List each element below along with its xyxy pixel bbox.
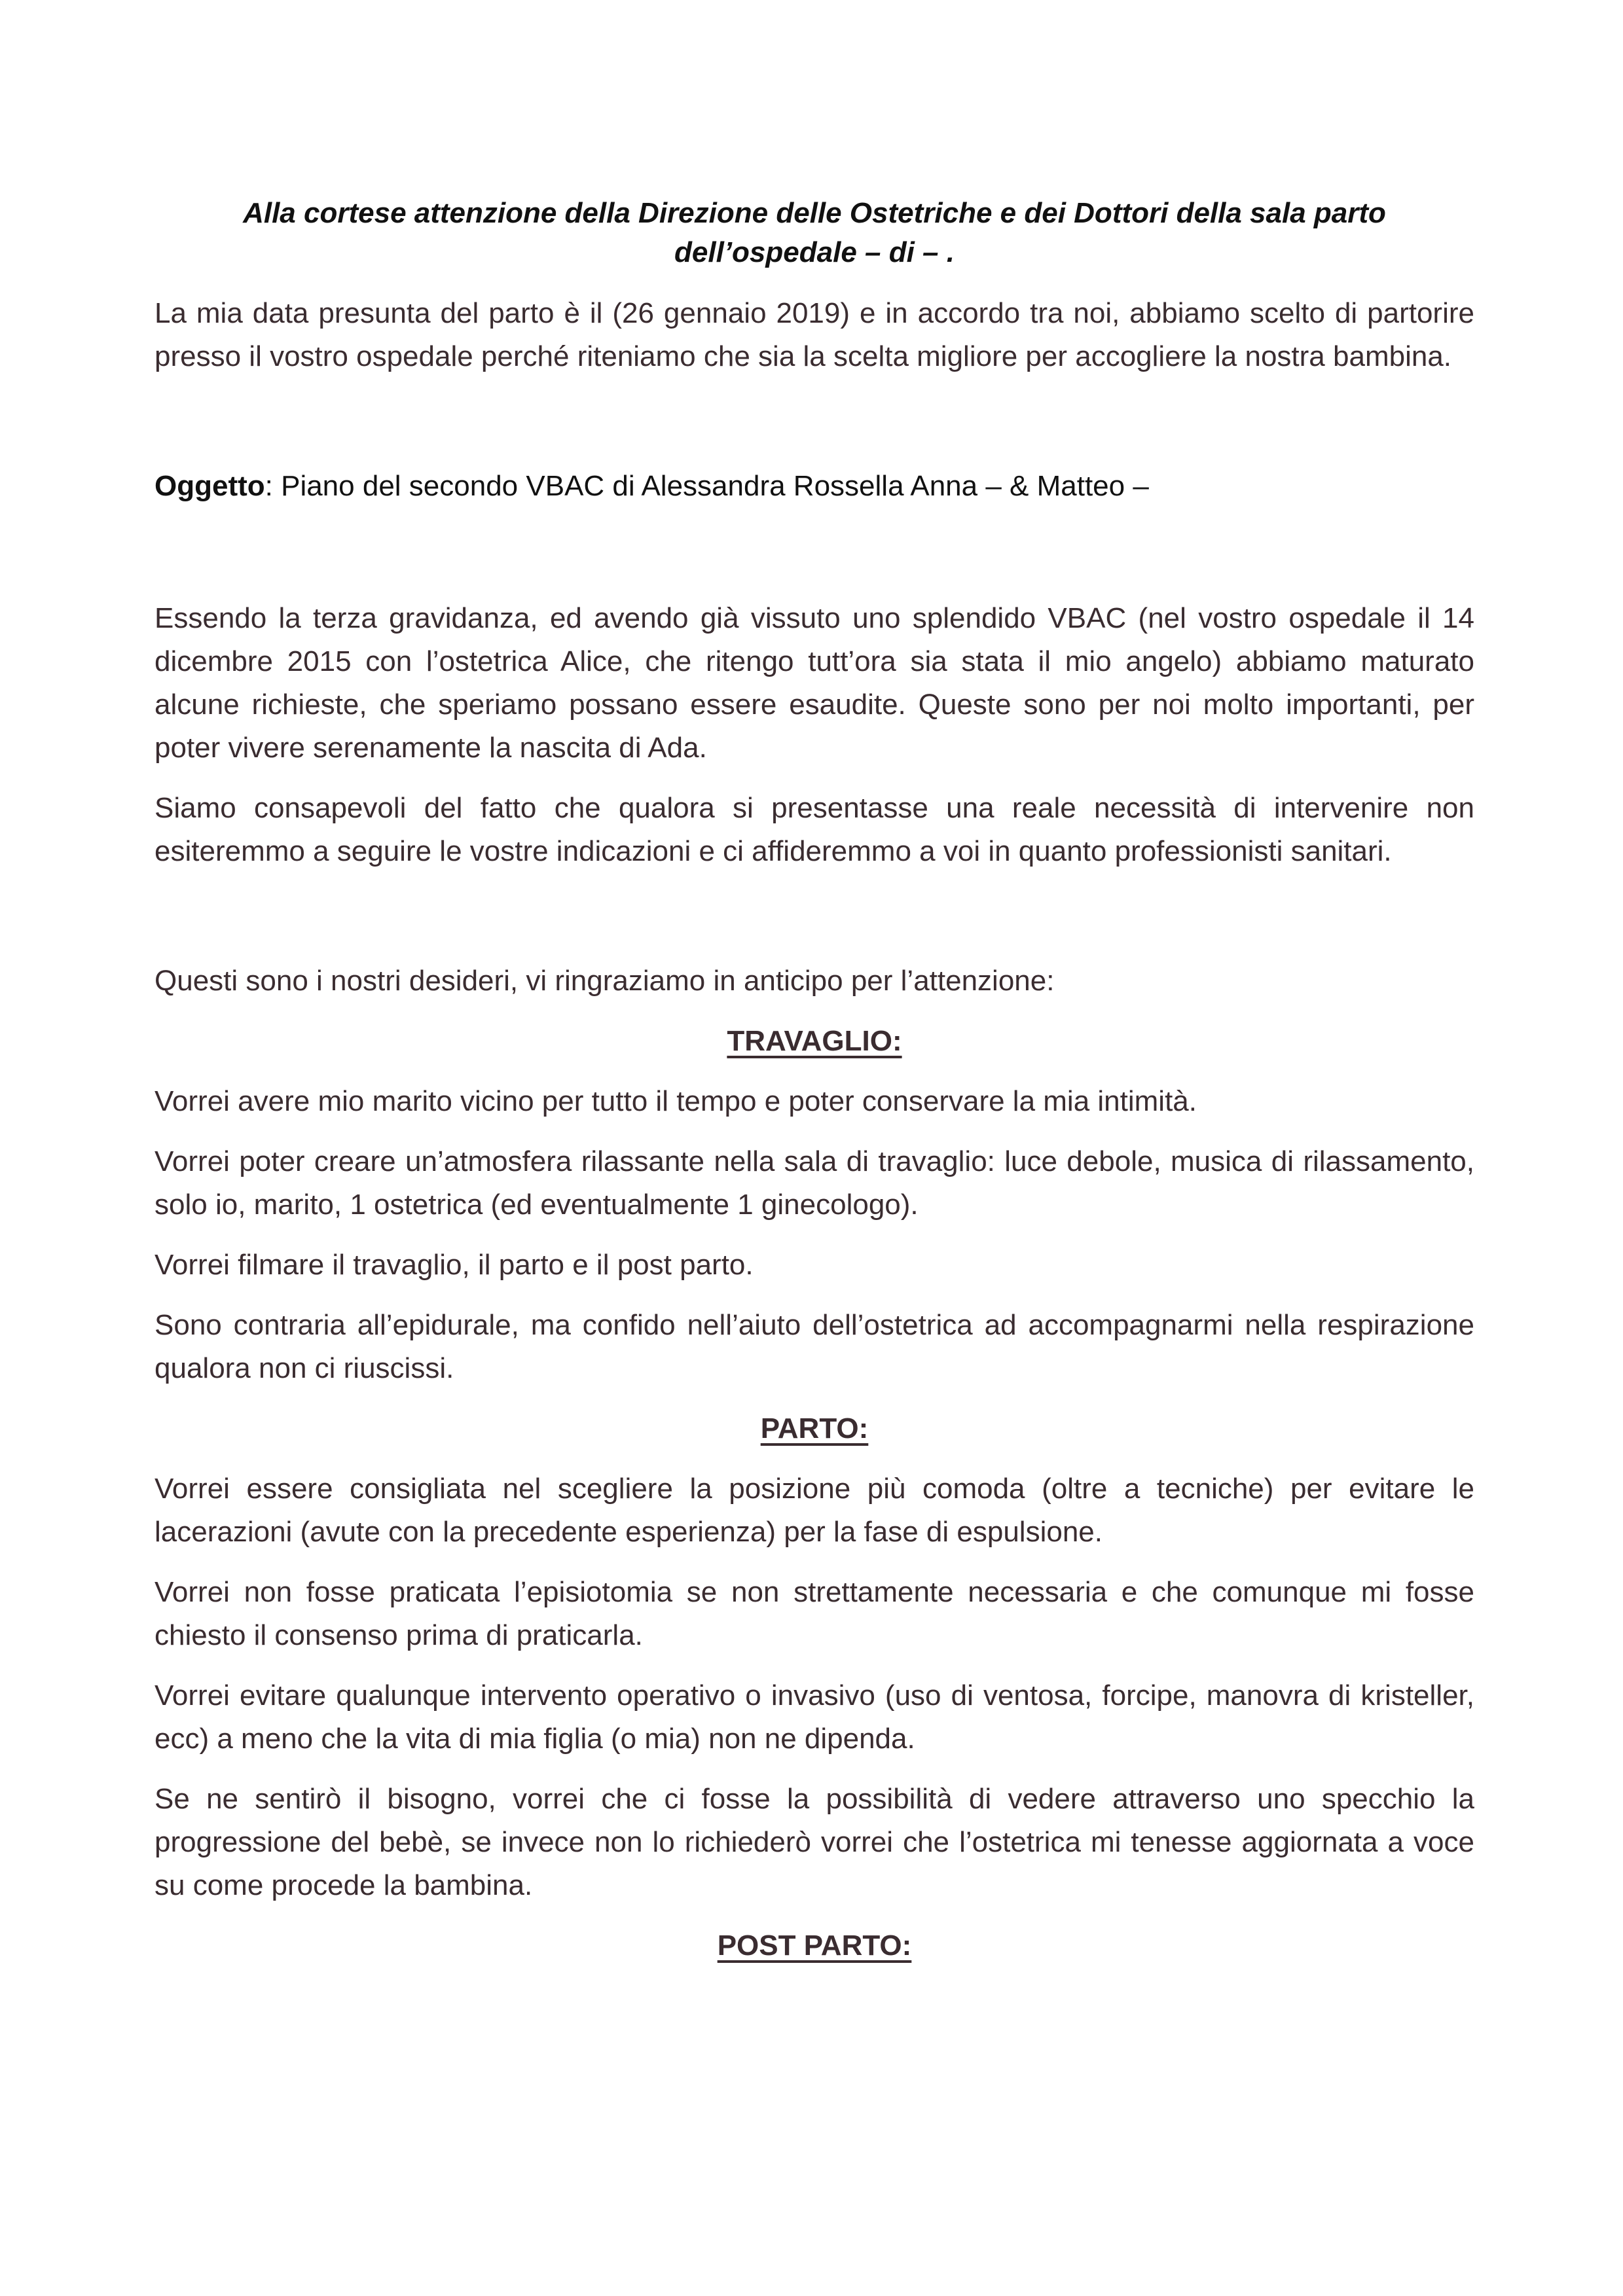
list-item: Vorrei avere mio marito vicino per tutto il tempo e poter conservare la mia intimità. — [155, 1085, 1197, 1117]
paragraph-awareness: Siamo consapevoli del fatto che qualora si presentasse una reale necessità di intervenire non esiteremmo a seguire le vostre indicazioni e ci affideremmo a voi in quanto professionisti sanitari. — [155, 792, 1474, 867]
paragraph-context: Essendo la terza gravidanza, ed avendo già vissuto uno splendido VBAC (nel vostro ospedale il 14 dicembre 2015 con l’ostetrica Alice, che ritengo tutt’ora sia stata il mio angelo) abbiamo maturato alcune richieste, che speriamo possano essere esaudite. Queste sono per noi molto importanti, per poter vivere serenamente la nascita di Ada. — [155, 602, 1474, 764]
list-item: Vorrei poter creare un’atmosfera rilassante nella sala di travaglio: luce debole, musica di rilassamento, solo io, marito, 1 ostetrica (ed eventualmente 1 ginecologo). — [155, 1145, 1474, 1221]
salutation — [155, 194, 1474, 272]
subject-text: : Piano del secondo VBAC di Alessandra Rossella Anna – & Matteo – — [264, 470, 1149, 502]
section-heading-parto: PARTO: — [760, 1412, 869, 1444]
list-item: Sono contraria all’epidurale, ma confido nell’aiuto dell’ostetrica ad accompagnarmi nella respirazione qualora non ci riuscissi. — [155, 1309, 1474, 1384]
list-item: Vorrei essere consigliata nel scegliere la posizione più comoda (oltre a tecniche) per evitare le lacerazioni (avute con la precedente esperienza) per la fase di espulsione. — [155, 1473, 1474, 1548]
list-item: Vorrei non fosse praticata l’episiotomia se non strettamente necessaria e che comunque mi fosse chiesto il consenso prima di praticarla. — [155, 1576, 1474, 1651]
document-body — [155, 194, 1474, 1984]
list-item: Vorrei evitare qualunque intervento operativo o invasivo (uso di ventosa, forcipe, manovra di kristeller, ecc) a meno che la vita di mia figlia (o mia) non ne dipenda. — [155, 1679, 1474, 1755]
list-item: Se ne sentirò il bisogno, vorrei che ci fosse la possibilità di vedere attraverso uno specchio la progressione del bebè, se invece non lo richiederò vorrei che l’ostetrica mi tenesse aggiornata a voce su come procede la bambina. — [155, 1783, 1474, 1901]
intro-paragraph: La mia data presunta del parto è il (26 gennaio 2019) e in accordo tra noi, abbiamo scelto di partorire presso il vostro ospedale perché riteniamo che sia la scelta migliore per accogliere la nostra bambina. — [155, 297, 1474, 372]
list-item: Vorrei filmare il travaglio, il parto e il post parto. — [155, 1249, 754, 1281]
salutation-line-2: dell’ospedale – di – . — [674, 236, 955, 268]
section-heading-travaglio: TRAVAGLIO: — [727, 1025, 902, 1057]
paragraph-wishes-intro: Questi sono i nostri desideri, vi ringraziamo in anticipo per l’attenzione: — [155, 965, 1055, 997]
subject-label: Oggetto — [155, 470, 265, 502]
salutation-line-1: Alla cortese attenzione della Direzione delle Ostetriche e dei Dottori della sala parto — [243, 197, 1386, 229]
section-heading-post-parto: POST PARTO: — [717, 1929, 912, 1962]
subject-line — [155, 465, 1474, 508]
